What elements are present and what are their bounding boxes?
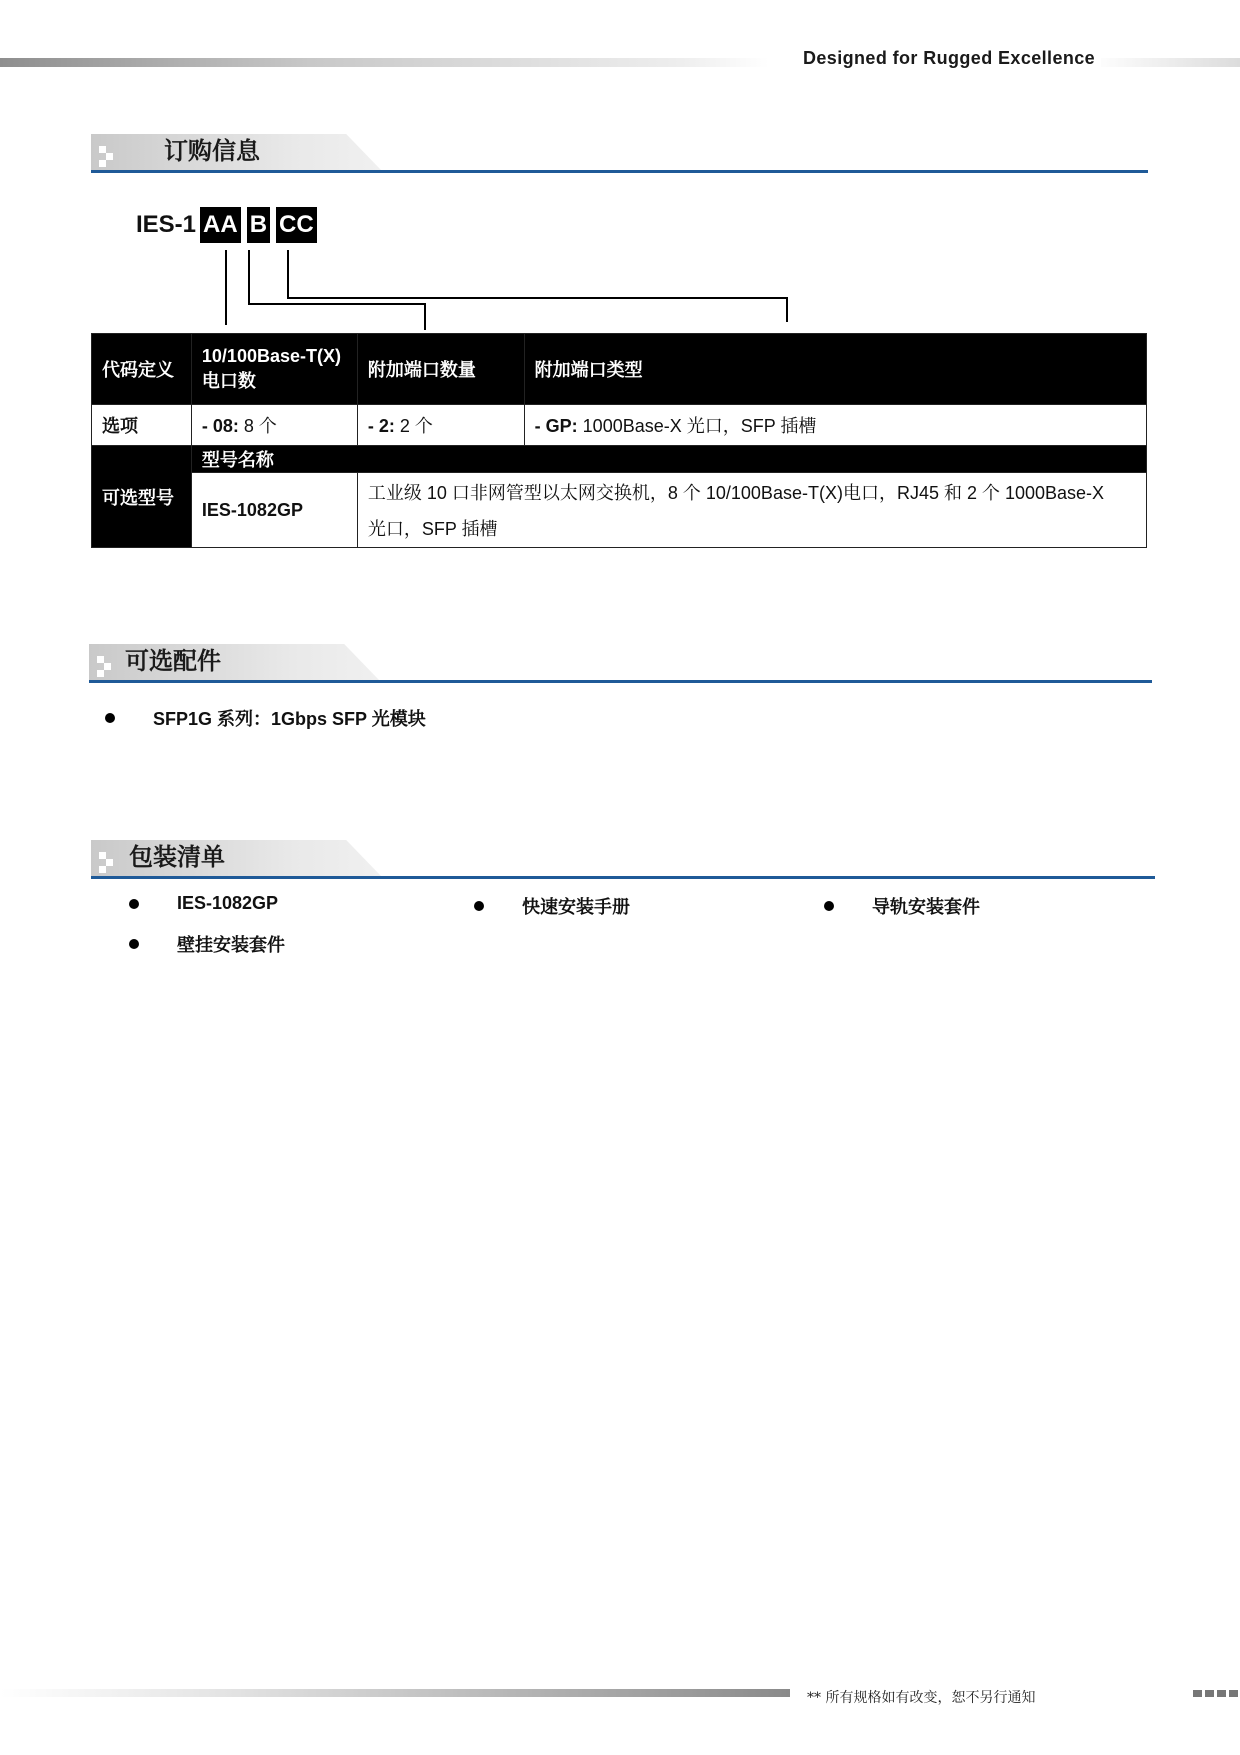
- footer-square-icon: [1193, 1690, 1202, 1697]
- header-port-count-line2: 电口数: [201, 370, 256, 391]
- packing-label: 壁挂安装套件: [177, 935, 285, 955]
- header-extra-port-count: 附加端口数量: [357, 334, 524, 405]
- header-code-def: 代码定义: [92, 334, 192, 405]
- section-title: 订购信息: [164, 138, 260, 165]
- option-extra-port-count: [357, 405, 524, 446]
- connector-b: [249, 250, 425, 330]
- header-port-count-line1: 10/100Base-T(X): [201, 345, 341, 366]
- section-accessories-header: [89, 644, 1152, 684]
- section-square-icon: [99, 852, 106, 859]
- section-square-icon: [104, 663, 111, 670]
- model-description-line2: 光口，SFP 插槽: [367, 519, 498, 539]
- packing-item: [474, 893, 630, 919]
- packing-label: 导轨安装套件: [872, 897, 980, 917]
- header-extra-port-type: 附加端口类型: [524, 334, 1146, 405]
- packing-item: [824, 893, 980, 919]
- accessory-label: SFP1G 系列：1Gbps SFP 光模块: [153, 709, 426, 729]
- bullet-icon: [474, 901, 484, 911]
- accessory-item: [105, 705, 426, 731]
- packing-label: IES-1082GP: [177, 893, 279, 913]
- ordering-table: [91, 333, 1147, 548]
- footer-square-icon: [1229, 1690, 1238, 1697]
- section-square-icon: [106, 859, 113, 866]
- connector-cc: [288, 250, 787, 322]
- option-code: - GP:: [534, 416, 578, 436]
- section-square-icon: [99, 866, 106, 873]
- section-packing-header: [91, 840, 1155, 880]
- model-code-b: B: [247, 207, 270, 243]
- section-square-icon: [97, 670, 104, 677]
- option-code: - 08:: [201, 416, 239, 436]
- model-code-connectors: [0, 0, 1240, 340]
- section-square-icon: [97, 656, 104, 663]
- model-description: [357, 473, 1146, 548]
- header-port-count: [191, 334, 357, 405]
- section-rule: [89, 680, 1152, 683]
- option-port-count: [191, 405, 357, 446]
- models-label: 可选型号: [92, 446, 192, 548]
- table-header-row: [92, 334, 1147, 405]
- header-tagline: Designed for Rugged Excellence: [797, 48, 1101, 69]
- options-label: 选项: [92, 405, 192, 446]
- bullet-icon: [824, 901, 834, 911]
- table-row-options: [92, 405, 1147, 446]
- section-title: 包装清单: [129, 844, 225, 871]
- footer-square-icon: [1217, 1690, 1226, 1697]
- packing-label: 快速安装手册: [522, 897, 630, 917]
- section-rule: [91, 876, 1155, 879]
- table-row-model: [92, 473, 1147, 548]
- model-code-aa: AA: [200, 207, 241, 243]
- option-extra-port-type: [524, 405, 1146, 446]
- table-row-model-name-header: [92, 446, 1147, 473]
- option-value: 8 个: [238, 416, 277, 436]
- model-description-line1: 工业级 10 口非网管型以太网交换机，8 个 10/100Base-T(X)电口，RJ45 和 2 个 1000Base-X: [367, 483, 1105, 503]
- footer-square-icon: [1205, 1690, 1214, 1697]
- option-value: 1000Base-X 光口，SFP 插槽: [577, 416, 817, 436]
- section-title: 可选配件: [125, 648, 221, 675]
- bullet-icon: [129, 899, 139, 909]
- bullet-icon: [129, 939, 139, 949]
- option-code: - 2:: [367, 416, 395, 436]
- option-value: 2 个: [394, 416, 433, 436]
- footer-bar: [0, 1689, 790, 1697]
- packing-item: [129, 931, 285, 957]
- model-name-header: 型号名称: [191, 446, 1146, 473]
- model-name: IES-1082GP: [191, 473, 357, 548]
- model-code-base: IES-1: [136, 211, 197, 238]
- model-code-cc: CC: [276, 207, 317, 243]
- footer-note: ** 所有规格如有改变，恕不另行通知: [807, 1690, 1036, 1706]
- packing-item: [129, 893, 278, 914]
- bullet-icon: [105, 713, 115, 723]
